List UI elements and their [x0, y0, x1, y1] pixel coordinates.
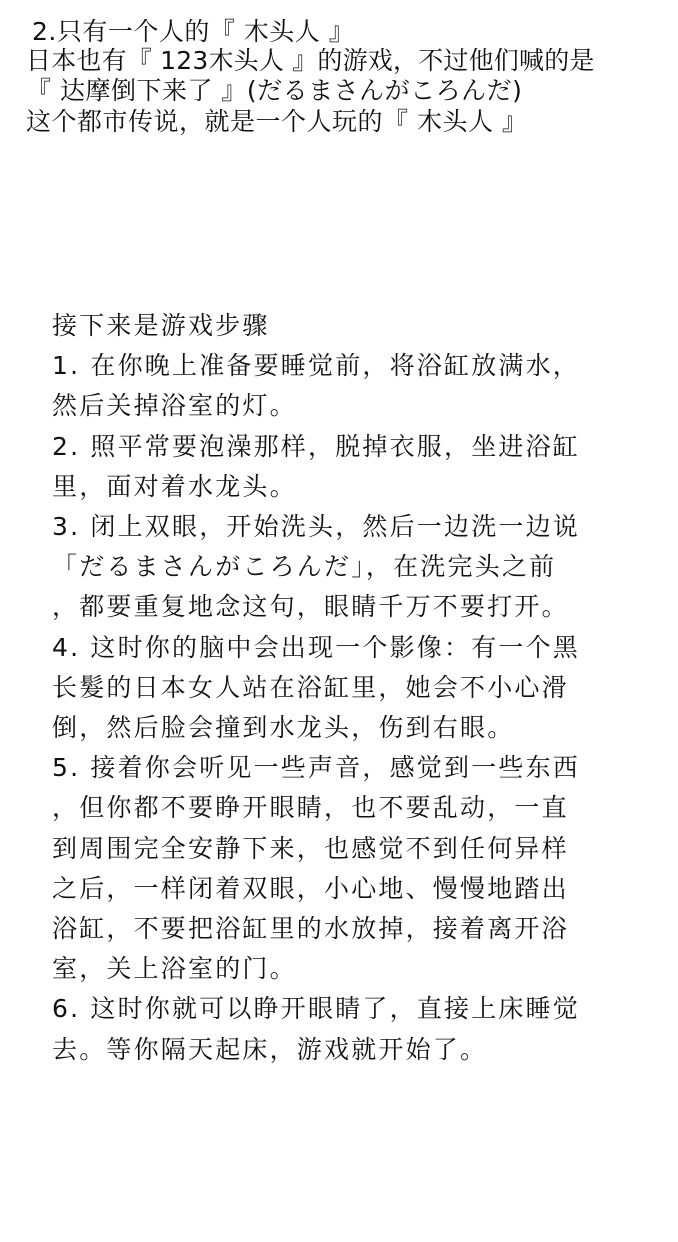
step-line: 4. 这时你的脑中会出现一个影像：有一个黑	[52, 632, 581, 662]
steps-heading: 接下来是游戏步骤	[52, 311, 270, 340]
step-line: ，但你都不要睁开眼睛，也不要乱动，一直	[52, 793, 569, 823]
step-line: 浴缸，不要把浴缸里的水放掉，接着离开浴	[52, 914, 569, 944]
step-line: 去。等你隔天起床，游戏就开始了。	[52, 1034, 488, 1064]
step-line: ，都要重复地念这句，眼睛千万不要打开。	[52, 592, 569, 622]
intro-line: 这个都市传说，就是一个人玩的『 木头人 』	[26, 107, 528, 136]
step-line: 室，关上浴室的门。	[52, 954, 297, 984]
step-line: 到周围完全安静下来，也感觉不到任何异样	[52, 833, 569, 863]
step-line: 1. 在你晚上准备要睡觉前，将浴缸放满水，	[52, 351, 581, 381]
step-line: 6. 这时你就可以睁开眼睛了，直接上床睡觉	[52, 994, 581, 1024]
step-line: 里，面对着水龙头。	[52, 471, 297, 501]
step-line: 然后关掉浴室的灯。	[52, 391, 297, 421]
step-line: 3. 闭上双眼，开始洗头，然后一边洗一边说	[52, 512, 581, 542]
step-line: 长髮的日本女人站在浴缸里，她会不小心滑	[52, 672, 569, 702]
intro-line: 日本也有『 123木头人 』的游戏，不过他们喊的是	[26, 46, 595, 75]
game-steps	[52, 306, 632, 1070]
step-line: 之后，一样闭着双眼，小心地、慢慢地踏出	[52, 873, 569, 903]
step-line: 「だるまさんがころんだ」，在洗完头之前	[52, 552, 557, 582]
intro-line: 『 达摩倒下来了 』(だるまさんがころんだ)	[26, 76, 523, 105]
step-line: 2. 照平常要泡澡那样，脱掉衣服，坐进浴缸	[52, 431, 581, 461]
step-line: 倒，然后脸会撞到水龙头，伤到右眼。	[52, 713, 515, 743]
step-line: 5. 接着你会听见一些声音，感觉到一些东西	[52, 753, 581, 783]
section-heading: 2.只有一个人的『 木头人 』	[32, 17, 355, 46]
